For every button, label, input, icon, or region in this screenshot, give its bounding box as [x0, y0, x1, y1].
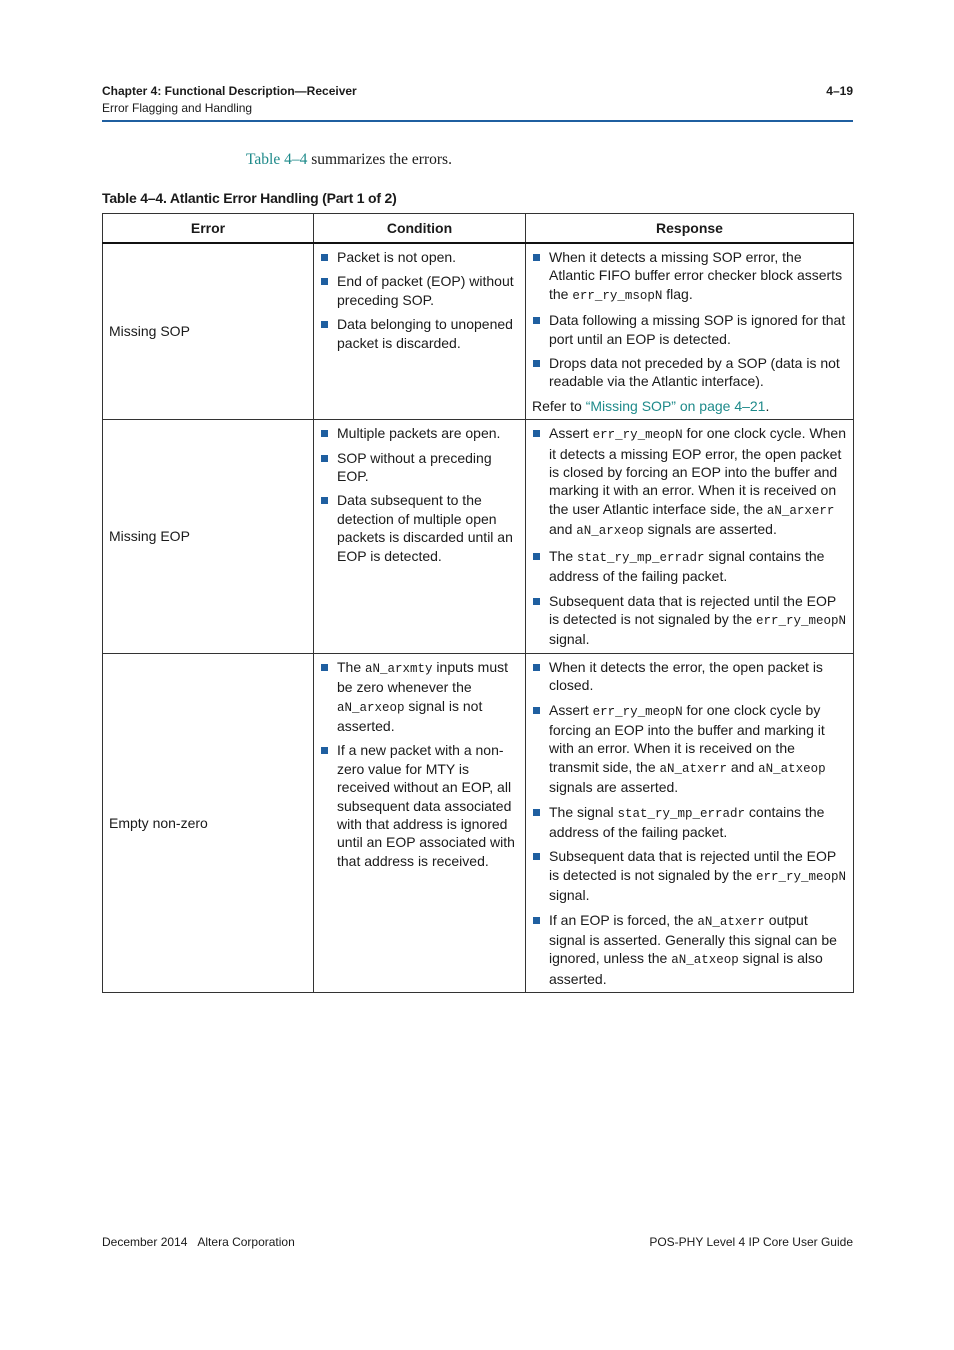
list-item: If a new packet with a non-zero value for MTY is received without an EOP, all subsequent data associated with that address is ignored until an EOP associated with that address is received. — [320, 741, 519, 870]
error-cell: Missing SOP — [103, 243, 314, 420]
signal-name: stat_ry_mp_erradr — [617, 806, 746, 821]
response-cell — [526, 653, 854, 993]
table-header-row — [103, 214, 854, 244]
text: If an EOP is forced, the — [549, 911, 698, 928]
text: signal. — [549, 631, 590, 648]
signal-name: err_ry_meopN — [592, 704, 683, 719]
text: Assert — [549, 701, 593, 718]
list-item: When it detects the error, the open packet is closed. — [532, 658, 847, 695]
list-item — [532, 547, 847, 586]
text: signal is also asserted. — [549, 950, 823, 987]
refer-text — [532, 397, 847, 415]
signal-name: err_ry_meopN — [756, 869, 847, 884]
table-row — [103, 420, 854, 653]
signal-name: err_ry_meopN — [592, 428, 683, 443]
intro-paragraph — [246, 151, 452, 169]
signal-name: aN_arxmty — [365, 661, 433, 676]
list-item: SOP without a preceding EOP. — [320, 449, 519, 486]
list-item — [532, 911, 847, 989]
list-item — [320, 658, 519, 736]
text: The — [549, 547, 578, 564]
text: Subsequent data that is rejected until the EOP is detected is not signaled by the — [549, 592, 836, 627]
list-item — [532, 847, 847, 904]
text: output signal is asserted. Generally this signal can be ignored, unless the — [549, 911, 837, 967]
list-item — [532, 803, 847, 842]
condition-cell — [314, 420, 526, 653]
list-item: Data belonging to unopened packet is discarded. — [320, 315, 519, 352]
text: and — [549, 521, 577, 538]
text: signals are asserted. — [643, 521, 777, 538]
table-link[interactable]: Table 4–4 — [246, 151, 308, 168]
text: and — [727, 758, 759, 775]
text: contains the address of the failing packet. — [549, 803, 825, 840]
condition-cell — [314, 653, 526, 993]
footer-date: December 2014 — [102, 1235, 188, 1249]
page-footer — [102, 1235, 853, 1249]
header-rule — [102, 120, 853, 122]
error-cell: Missing EOP — [103, 420, 314, 653]
signal-name: aN_arxeop — [576, 524, 644, 539]
text: The signal — [549, 803, 618, 820]
text: Refer to — [532, 397, 586, 414]
text: Subsequent data that is rejected until the EOP is detected is not signaled by the — [549, 848, 836, 883]
text: . — [765, 397, 770, 414]
signal-name: err_ry_meopN — [756, 613, 847, 628]
section-title: Error Flagging and Handling — [102, 101, 253, 115]
condition-cell — [314, 243, 526, 420]
signal-name: err_ry_msopN — [572, 288, 663, 303]
text: When it detects a missing SOP error, the Atlantic FIFO buffer error checker block asserts the — [549, 249, 843, 302]
header-error: Error — [103, 214, 314, 244]
list-item — [532, 701, 847, 797]
text: inputs must be zero whenever the — [337, 658, 509, 696]
cross-reference-link[interactable]: “Missing SOP” on page 4–21 — [585, 397, 766, 414]
text: signal contains the address of the failing packet. — [549, 547, 825, 585]
list-item — [532, 424, 847, 540]
page-number: 4–19 — [826, 84, 853, 98]
signal-name: aN_atxeop — [758, 761, 826, 776]
table-row — [103, 243, 854, 420]
footer-doc-title: POS-PHY Level 4 IP Core User Guide — [649, 1235, 853, 1249]
error-cell: Empty non-zero — [103, 653, 314, 993]
header-condition: Condition — [314, 214, 526, 244]
intro-text: summarizes the errors. — [307, 151, 452, 168]
list-item: Data subsequent to the detection of multiple open packets is discarded until an EOP is detected. — [320, 491, 519, 565]
text: Assert — [549, 425, 593, 442]
response-cell — [526, 420, 854, 653]
footer-company: Altera Corporation — [197, 1235, 295, 1249]
list-item: Packet is not open. — [320, 248, 519, 266]
signal-name: aN_atxerr — [659, 761, 728, 776]
header-response: Response — [526, 214, 854, 244]
table-caption: Table 4–4. Atlantic Error Handling (Part 1 of 2) — [102, 190, 397, 206]
text: signals are asserted. — [549, 779, 679, 796]
signal-name: aN_arxerr — [766, 503, 835, 518]
error-handling-table — [102, 213, 854, 993]
text: The — [337, 658, 366, 675]
list-item — [532, 592, 847, 649]
chapter-title: Chapter 4: Functional Description—Receiver — [102, 84, 357, 98]
text: for one clock cycle by forcing an EOP into the buffer and marking it with an error. When it is received on the transmit side, the — [549, 701, 825, 775]
list-item: Multiple packets are open. — [320, 424, 519, 442]
list-item: Drops data not preceded by a SOP (data is not readable via the Atlantic interface). — [532, 354, 847, 391]
text: for one clock cycle. When it detects a missing EOP error, the open packet is closed by forcing an EOP into the buffer and marking it with an error. When it is received on the user Atlantic interface side, the — [549, 425, 846, 517]
text: signal. — [549, 887, 590, 904]
signal-name: aN_atxerr — [697, 914, 765, 929]
list-item: End of packet (EOP) without preceding SOP. — [320, 272, 519, 309]
list-item: Data following a missing SOP is ignored for that port until an EOP is detected. — [532, 311, 847, 348]
text: signal is not asserted. — [337, 697, 483, 734]
list-item — [532, 248, 847, 305]
signal-name: aN_atxeop — [671, 953, 739, 968]
text: flag. — [662, 285, 693, 302]
signal-name: stat_ry_mp_erradr — [577, 550, 705, 565]
response-cell — [526, 243, 854, 420]
table-row — [103, 653, 854, 993]
signal-name: aN_arxeop — [337, 700, 405, 715]
page-header — [102, 84, 853, 115]
